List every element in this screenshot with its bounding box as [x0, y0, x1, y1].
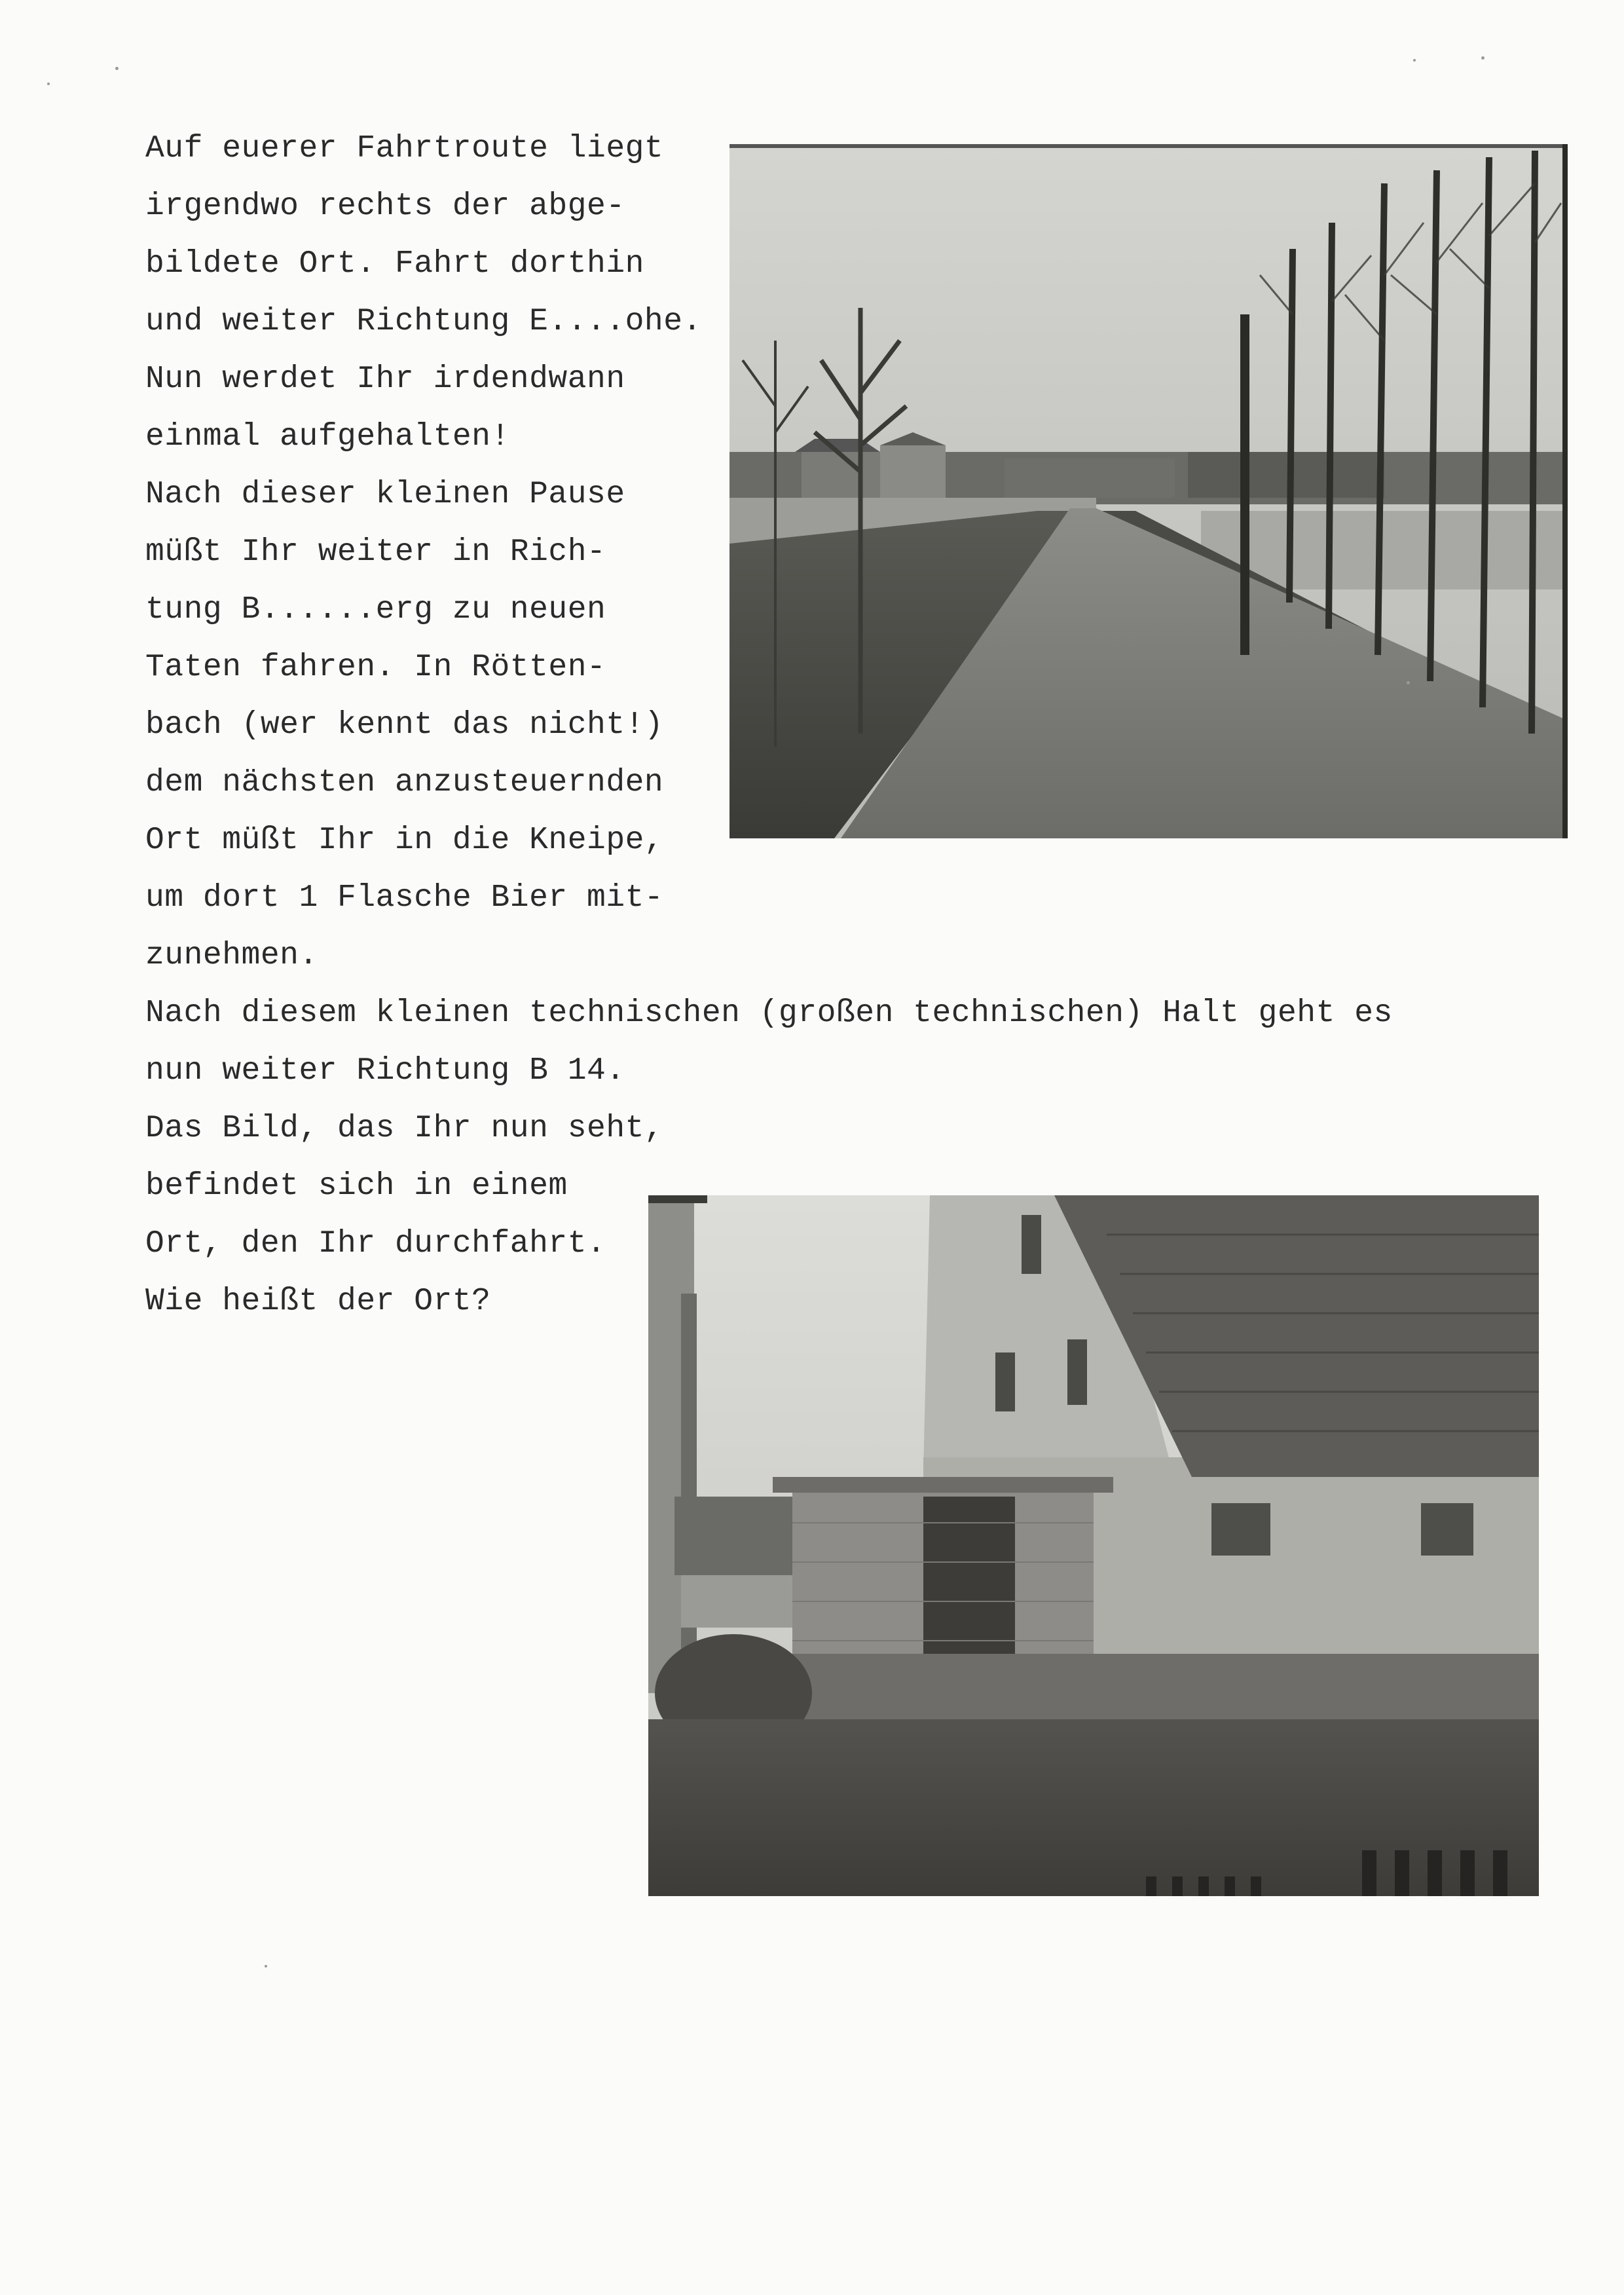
text-line: Ort müßt Ihr in die Kneipe,: [145, 823, 664, 858]
text-line: um dort 1 Flasche Bier mit-: [145, 880, 664, 916]
text-line: Nach dieser kleinen Pause: [145, 477, 625, 512]
scan-speck: [115, 67, 119, 70]
photo-road-icon: [729, 144, 1568, 838]
text-line: einmal aufgehalten!: [145, 419, 510, 455]
photo-house-icon: [648, 1195, 1539, 1896]
scan-speck: [265, 1965, 267, 1968]
text-line: müßt Ihr weiter in Rich-: [145, 534, 606, 570]
text-line: irgendwo rechts der abge-: [145, 189, 625, 224]
text-line: dem nächsten anzusteuernden: [145, 765, 664, 800]
text-line: Taten fahren. In Rötten-: [145, 650, 606, 685]
text-line: Wie heißt der Ort?: [145, 1284, 491, 1319]
scan-speck: [1407, 681, 1410, 684]
scan-speck: [47, 83, 50, 85]
text-line: bildete Ort. Fahrt dorthin: [145, 246, 644, 282]
text-line: und weiter Richtung E....ohe.: [145, 304, 702, 339]
text-line: befindet sich in einem: [145, 1168, 568, 1204]
text-line: Nach diesem kleinen technischen (großen technischen) Halt geht es: [145, 996, 1393, 1031]
text-line: bach (wer kennt das nicht!): [145, 707, 664, 743]
scan-speck: [1481, 56, 1485, 60]
text-line: tung B......erg zu neuen: [145, 592, 606, 627]
text-line: Ort, den Ihr durchfahrt.: [145, 1226, 606, 1261]
text-line: Auf euerer Fahrtroute liegt: [145, 131, 664, 166]
text-line: zunehmen.: [145, 938, 318, 973]
text-line: Das Bild, das Ihr nun seht,: [145, 1111, 664, 1146]
scan-speck: [1413, 59, 1416, 62]
text-line: Nun werdet Ihr irdendwann: [145, 362, 625, 397]
text-line: nun weiter Richtung B 14.: [145, 1053, 625, 1089]
